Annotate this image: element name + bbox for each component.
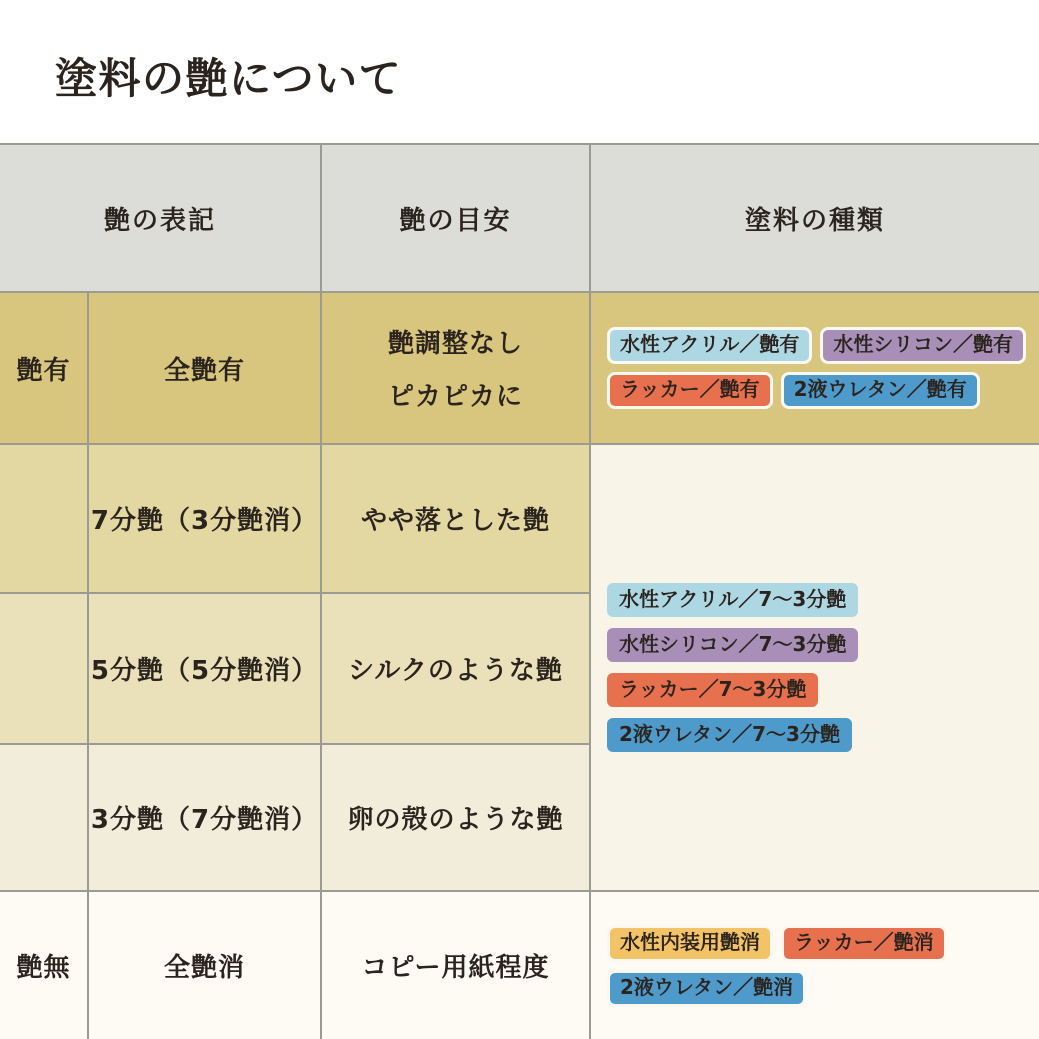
gloss-table bbox=[0, 143, 1039, 1039]
cell-category-empty bbox=[0, 594, 87, 743]
cell-notation-semi7: 7分艶（3分艶消） bbox=[89, 445, 320, 592]
cell-category-gloss: 艶有 bbox=[0, 293, 87, 443]
header-gloss-notation: 艶の表記 bbox=[0, 145, 320, 291]
paint-badge: 2液ウレタン／艶有 bbox=[781, 372, 980, 409]
guide-line-1: 艶調整なし bbox=[387, 329, 523, 359]
cell-notation-matte: 全艶消 bbox=[89, 892, 320, 1039]
cell-paints-matte bbox=[591, 892, 1039, 1039]
paint-badge-group-gloss bbox=[607, 327, 1031, 409]
cell-category-empty bbox=[0, 745, 87, 890]
paint-badge: 2液ウレタン／7〜3分艶 bbox=[607, 718, 852, 752]
paint-badge: 水性アクリル／艶有 bbox=[607, 327, 812, 364]
cell-paints-semi-merged bbox=[591, 445, 1039, 890]
cell-notation-semi3: 3分艶（7分艶消） bbox=[89, 745, 320, 890]
header-paint-types: 塗料の種類 bbox=[591, 145, 1039, 291]
cell-guide-matte: コピー用紙程度 bbox=[322, 892, 589, 1039]
paint-badge: ラッカー／艶消 bbox=[781, 925, 947, 962]
paint-badge-group-matte bbox=[607, 925, 1031, 1007]
cell-guide-semi5: シルクのような艶 bbox=[322, 594, 589, 743]
cell-category-empty bbox=[0, 445, 87, 592]
paint-badge: 2液ウレタン／艶消 bbox=[607, 970, 806, 1007]
guide-line-2: ピカピカに bbox=[387, 382, 523, 412]
paint-badge: 水性アクリル／7〜3分艶 bbox=[607, 583, 858, 617]
cell-guide-semi7: やや落とした艶 bbox=[322, 445, 589, 592]
page-title: 塗料の艶について bbox=[55, 54, 403, 103]
cell-guide-full-gloss bbox=[322, 293, 589, 443]
paint-badge: 水性シリコン／艶有 bbox=[820, 327, 1026, 364]
cell-category-matte: 艶無 bbox=[0, 892, 87, 1039]
cell-notation-full-gloss: 全艶有 bbox=[89, 293, 320, 443]
cell-paints-gloss bbox=[591, 293, 1039, 443]
guide-text-full-gloss bbox=[388, 323, 523, 413]
paint-badge: ラッカー／艶有 bbox=[607, 372, 773, 409]
cell-guide-semi3: 卵の殻のような艶 bbox=[322, 745, 589, 890]
paint-badge: 水性内装用艶消 bbox=[607, 925, 773, 962]
paint-badge: ラッカー／7〜3分艶 bbox=[607, 673, 818, 707]
cell-notation-semi5: 5分艶（5分艶消） bbox=[89, 594, 320, 743]
header-gloss-guide: 艶の目安 bbox=[322, 145, 589, 291]
paint-badge: 水性シリコン／7〜3分艶 bbox=[607, 628, 858, 662]
